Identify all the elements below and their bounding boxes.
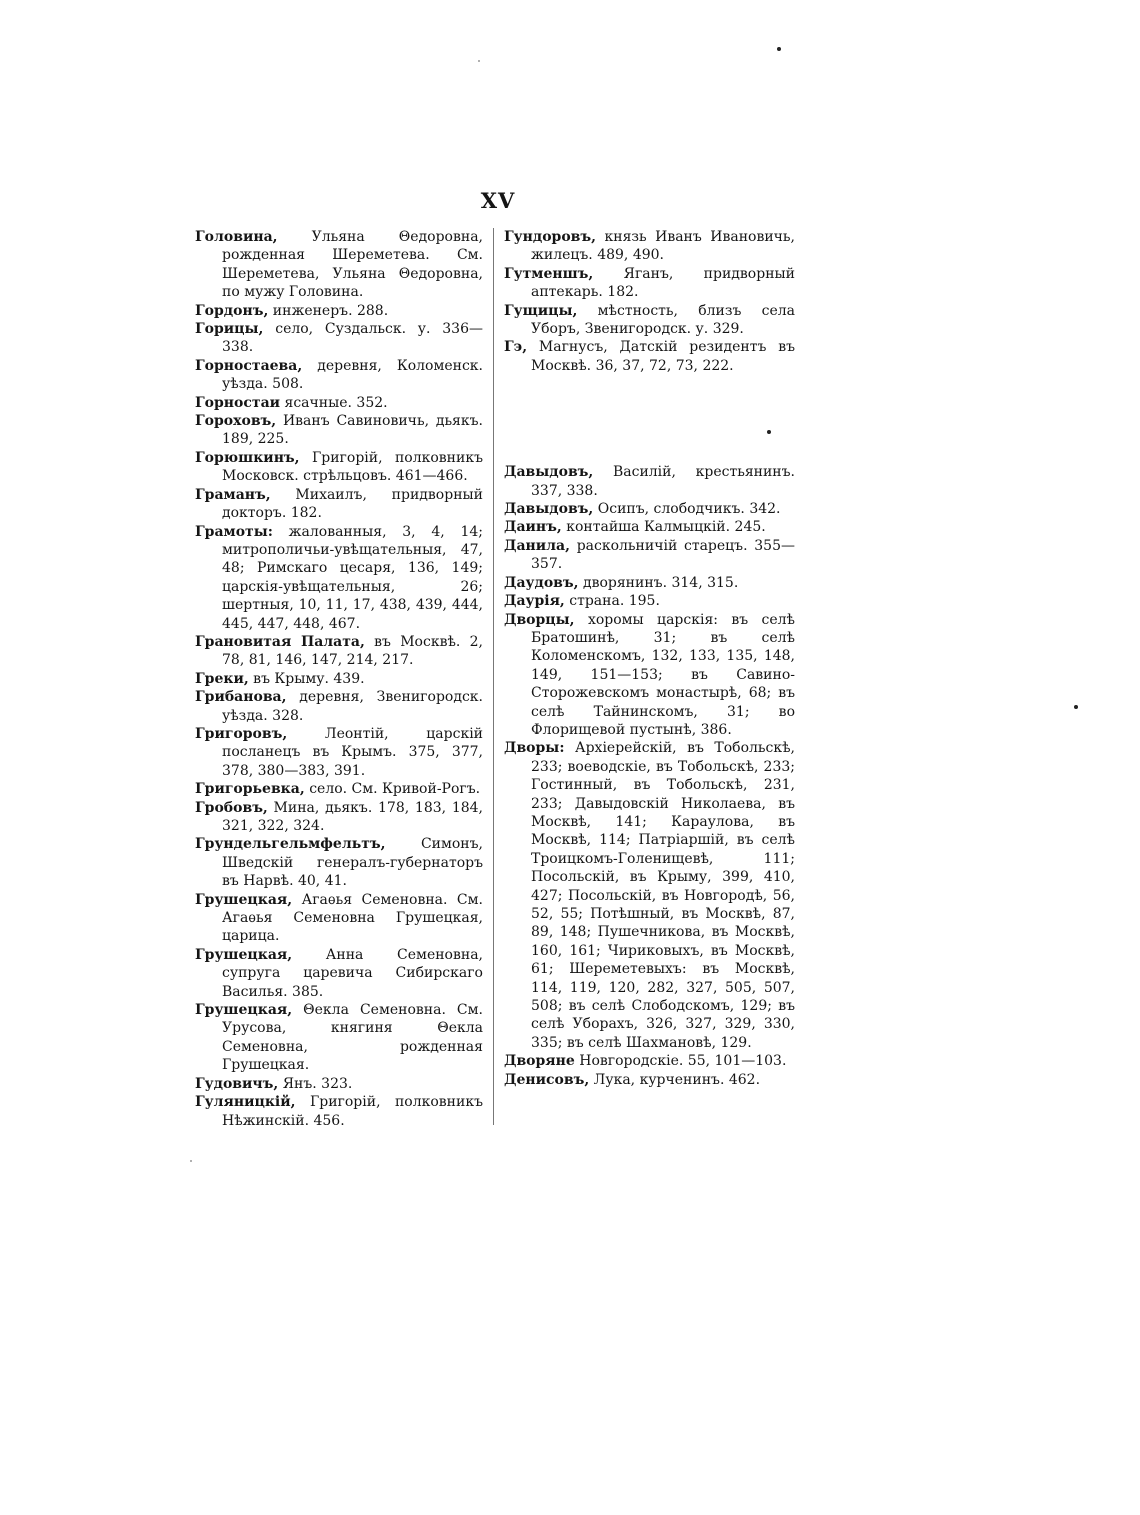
entry-headword: Дворцы,	[504, 611, 575, 628]
index-entry	[195, 412, 483, 449]
entry-text: Осипъ, слободчикъ. 342.	[593, 501, 781, 518]
page-number: XV	[480, 188, 516, 213]
index-entry	[195, 486, 483, 523]
entry-text: Григорій, полковникъ Нѣжинскій. 456.	[222, 1094, 483, 1129]
print-speck	[767, 430, 771, 434]
index-group-g	[504, 228, 795, 375]
entry-text: деревня, Звенигородск. уѣзда. 328.	[222, 689, 483, 724]
entry-text: деревня, Коломенск. уѣзда. 508.	[222, 357, 483, 393]
index-entry	[504, 1052, 795, 1070]
entry-headword: Горностаи	[195, 394, 281, 411]
entry-text: Михаилъ, придворный докторъ. 182.	[222, 486, 483, 522]
entry-headword: Гробовъ,	[195, 799, 268, 816]
entry-text: Θекла Семеновна. См. Урусова, княгиня Θекла Семеновна, рожденная Грушецкая.	[222, 1002, 483, 1074]
entry-text: Магнусъ, Датскій резидентъ въ Москвѣ. 36, 37, 72, 73, 222.	[527, 339, 795, 374]
entry-text: Леонтій, царскій посланецъ въ Крымъ. 375, 377, 378, 380—383, 391.	[222, 725, 483, 779]
entry-headword: Граманъ,	[195, 486, 271, 503]
entry-text: село, Суздальск. у. 336—338.	[222, 321, 483, 356]
index-entry	[504, 739, 795, 1052]
index-entry	[195, 302, 483, 320]
entry-text: Симонъ, Шведскій генералъ-губернаторъ въ Нарвѣ. 40, 41.	[222, 836, 483, 890]
index-entry	[195, 357, 483, 394]
entry-headword: Данила,	[504, 537, 570, 554]
entry-text: контайша Калмыцкій. 245.	[561, 519, 766, 536]
index-entry	[195, 780, 483, 798]
index-entry	[504, 574, 795, 592]
entry-headword: Гутменшъ,	[504, 265, 594, 282]
index-entry	[195, 633, 483, 670]
entry-text: Василій, крестьянинъ. 337, 338.	[531, 464, 795, 499]
index-entry	[195, 946, 483, 1001]
index-entry	[195, 1001, 483, 1075]
index-entry	[504, 463, 795, 500]
index-entry	[195, 228, 483, 302]
entry-headword: Гордонъ,	[195, 302, 269, 319]
entry-text: въ Москвѣ. 2, 78, 81, 146, 147, 214, 217.	[222, 633, 483, 669]
entry-headword: Гундоровъ,	[504, 229, 597, 245]
entry-headword: Грушецкая,	[195, 946, 293, 963]
index-entry	[195, 670, 483, 688]
entry-text: Иванъ Савиновичь, дьякъ. 189, 225.	[222, 413, 483, 448]
entry-text: Новгородскіе. 55, 101—103.	[574, 1053, 787, 1070]
entry-headword: Гэ,	[504, 339, 528, 356]
index-entry	[504, 265, 795, 302]
entry-text: Янъ. 323.	[278, 1075, 353, 1092]
entry-headword: Дворы:	[504, 740, 565, 757]
index-entry	[504, 338, 795, 375]
entry-text: страна. 195.	[564, 593, 660, 610]
index-entry	[504, 228, 795, 265]
index-entry	[195, 835, 483, 890]
entry-headword: Гудовичъ,	[195, 1075, 279, 1092]
entry-text: князь Иванъ Ивановичь, жилецъ. 489, 490.	[531, 229, 795, 264]
index-entry	[195, 394, 483, 412]
index-entry	[195, 1075, 483, 1093]
index-entry	[195, 320, 483, 357]
entry-text: въ Крыму. 439.	[248, 670, 365, 687]
entry-headword: Даудовъ,	[504, 574, 579, 591]
entry-text: Григорій, полковникъ Московск. стрѣльцовъ. 461—466.	[222, 449, 483, 485]
entry-text: Лука, курченинъ. 462.	[589, 1071, 761, 1088]
index-entry	[195, 891, 483, 946]
entry-headword: Грушецкая,	[195, 1002, 293, 1019]
entry-headword: Горицы,	[195, 321, 264, 338]
index-entry	[504, 537, 795, 574]
entry-headword: Грановитая Палата,	[195, 633, 365, 650]
index-entry	[504, 1071, 795, 1089]
section-gap	[504, 375, 795, 463]
entry-headword: Горностаева,	[195, 357, 303, 374]
entry-text: Ульяна Θедоровна, рожденная Шереметева. См. Шереметева, Ульяна Θедоровна, по мужу Головина.	[222, 229, 483, 301]
print-speck	[777, 47, 781, 51]
entry-headword: Давыдовъ,	[504, 501, 594, 518]
entry-headword: Дворяне	[504, 1053, 575, 1070]
entry-headword: Грибанова,	[195, 689, 287, 706]
entry-text: село. См. Кривой-Рогъ.	[304, 781, 481, 798]
entry-text: жалованныя, 3, 4, 14; митрополичьи-увѣщательныя, 47, 48; Римскаго цесаря, 136, 149; царскія-увѣщательныя, 26; шертныя, 10, 11, 17, 438, 439, 444, 445, 447, 448, 467.	[222, 523, 483, 632]
index-entry	[504, 592, 795, 610]
entry-text: Яганъ, придворный аптекарь. 182.	[531, 265, 795, 301]
entry-headword: Давыдовъ,	[504, 464, 594, 481]
entry-headword: Денисовъ,	[504, 1071, 590, 1088]
index-column-right	[504, 228, 795, 1089]
print-speck	[1074, 705, 1078, 709]
entry-headword: Горюшкинъ,	[195, 449, 300, 466]
index-entry	[195, 523, 483, 633]
entry-headword: Грундельгельмфельтъ,	[195, 836, 386, 853]
entry-text: хоромы царскія: въ селѣ Братошинѣ, 31; въ селѣ Коломенскомъ, 132, 133, 135, 148, 149, 151—153; въ Савино-Сторожевскомъ монастырѣ, 68; въ селѣ Тайнинскомъ, 31; во Флорищевой пустынѣ, 386.	[531, 611, 795, 738]
index-entry	[195, 1093, 483, 1130]
print-speck	[190, 1160, 192, 1162]
column-divider	[493, 228, 494, 1125]
entry-text: Мина, дьякъ. 178, 183, 184, 321, 322, 324.	[222, 799, 483, 834]
entry-text: раскольничій старецъ. 355—357.	[531, 537, 795, 573]
entry-headword: Гороховъ,	[195, 413, 277, 430]
index-entry	[195, 799, 483, 836]
entry-text: Анна Семеновна, супруга царевича Сибирскаго Василья. 385.	[222, 946, 483, 1000]
entry-headword: Гуляницкій,	[195, 1094, 296, 1111]
entry-text: Архіерейскій, въ Тобольскѣ, 233; воеводскіе, въ Тобольскѣ, 233; Гостинный, въ Тобольскѣ, 231, 233; Давыдовскій Николаева, въ Москвѣ, 141; Караулова, въ Москвѣ, 114; Патріаршій, въ селѣ Троицкомъ-Голенищевѣ, 111; Посольскій, въ Крыму, 399, 410, 427; Посольскій, въ Новгородѣ, 56, 52, 55; Потѣшный, въ Москвѣ, 87, 89, 148; Пушечникова, въ Москвѣ, 160, 161; Чириковыхъ, въ Москвѣ, 61; Шереметевыхъ: въ Москвѣ, 114, 119, 120, 282, 327, 505, 507, 508; въ селѣ Слободскомъ, 129; въ селѣ Уборахъ, 326, 327, 329, 330, 335; въ селѣ Шахмановѣ, 129.	[531, 740, 795, 1051]
entry-headword: Гущицы,	[504, 302, 578, 319]
entry-text: ясачные. 352.	[280, 394, 388, 411]
index-entry	[195, 449, 483, 486]
entry-headword: Греки,	[195, 670, 249, 687]
index-entry	[504, 302, 795, 339]
index-entry	[504, 500, 795, 518]
entry-text: инженеръ. 288.	[268, 302, 389, 319]
index-column-left	[195, 228, 483, 1130]
entry-text: Агаѳья Семеновна. См. Агаѳья Семеновна Грушецкая, царица.	[222, 891, 483, 945]
print-speck	[478, 60, 480, 62]
index-entry	[195, 725, 483, 780]
entry-headword: Даурія,	[504, 593, 565, 610]
entry-headword: Григоровъ,	[195, 725, 288, 742]
entry-headword: Григорьевка,	[195, 781, 305, 798]
index-entry	[504, 611, 795, 740]
index-group-d	[504, 463, 795, 1089]
entry-headword: Грушецкая,	[195, 891, 293, 908]
entry-headword: Головина,	[195, 229, 278, 245]
index-entry	[195, 688, 483, 725]
entry-text: мѣстность, близъ села Уборъ, Звенигородск. у. 329.	[531, 302, 795, 338]
entry-headword: Грамоты:	[195, 523, 273, 540]
index-entry	[504, 518, 795, 536]
entry-headword: Даинъ,	[504, 519, 562, 536]
entry-text: дворянинъ. 314, 315.	[578, 574, 739, 591]
